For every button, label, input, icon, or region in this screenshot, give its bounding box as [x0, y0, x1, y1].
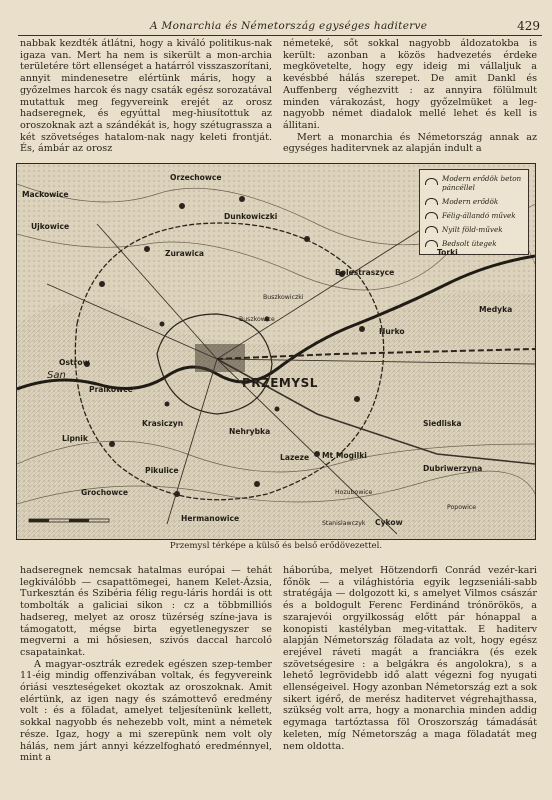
paragraph: A magyar-osztrák ezredek egészen szep-tember 11-éig mindig offenzivában voltak, és fegyvereink óriási veszteségeket okoztak az oroszoknak. Amit elértünk, az igen nagy és számottevő eredmény volt : és a föladat, amelyet teljesítenünk kellett, sokkal nagyobb és nehezebb volt, mint a németek része. Igaz, hogy a mi szerepünk nem volt oly hálás, nem járt annyi kézzelfogható eredménnyel, mint a [20, 658, 272, 764]
column-bottom-left [20, 565, 272, 764]
map-label: Zurawica [165, 249, 205, 258]
legend-concrete-fort-icon [425, 178, 438, 185]
legend-field-works-icon [425, 226, 438, 233]
map-label: Siedliska [423, 419, 462, 428]
legend-item: Modern erődök beton páncéllel [442, 174, 522, 192]
map-label: Lazeze [280, 453, 310, 462]
map-label: Medyka [479, 305, 513, 314]
page-number: 429 [517, 19, 540, 33]
map-label: Pikulice [145, 466, 179, 475]
map-label: Bolestraszyce [335, 268, 395, 277]
map-label: Torki [437, 248, 458, 257]
map-label: Hermanowice [181, 514, 240, 523]
legend-modern-fort-icon [425, 198, 438, 205]
header-rule [18, 35, 542, 36]
paragraph: nabbak kezdték átlátni, hogy a kiváló politikus-nak igaza van. Mert ha nem is sikerült a mon-archia területére tört ellenséget a határról visszaszorítani, annyit mindenesetre elértünk máris, hogy a győzelmes harcok és nagy csaták egész sorozatával mutattuk meg fegyvereink erejét az orosz hadseregnek, és egyúttal meg-hiusítottuk az oroszoknak azt a szándékát is, hogy szétugrassza a két szövetséges hatalom-nak nagy keleti frontját. És, ámbár az orosz [20, 38, 272, 155]
column-top-right [283, 38, 537, 155]
map-label: Dunkowiczki [224, 212, 278, 221]
map-caption: Przemysl térképe a külső és belső erődövezettel. [169, 541, 383, 551]
map-legend [419, 169, 529, 255]
map-label: Orzechowce [170, 173, 222, 182]
map-label: Dubriwerzyna [423, 464, 483, 473]
paragraph: háborúba, melyet Hötzendorfi Conrád vezér-kari főnök — a világhistória egyik legzseniáli-sabb stratégája — dolgozott ki, s amelyet Vilmos császár és a boldogult Ferenc Ferdinánd trónörökös, a szarajevói orgyilkosság előtt pár hónappal a konopisti kastélyban meg-vitattak. E haditerv alapján Németország föladata az volt, hogy egész erejével ráveti magát a franciákra (és ezek szövetségesire : a belgákra és angolokra), s a lehető legrövidebb idő alatt végezni fog nyugati ellenségeivel. Hogy azonban Németország ezt a sok sikert igérő, de merész haditervet végrehajthassa, szükség volt arra, hogy a monarchia minden addig egymaga tartóztassa föl Oroszország támadását keleten, míg Németország a maga föladatát meg nem oldotta. [283, 565, 537, 752]
map-label: Hurko [379, 327, 405, 336]
legend-item: Nyilt föld-művek [442, 225, 503, 234]
map-label: Hozubowice [335, 489, 373, 496]
map-label: San [47, 370, 66, 381]
map-label: Krasiczyn [142, 419, 184, 428]
paragraph: németeké, sőt sokkal nagyobb áldozatokba is került: azonban a közös hadvezetés érdeke megkövetelte, hogy egy ideig mi vállaljuk a kevésbbé hálás szerepet. De amit Dankl és Auffenberg véghezvitt : az annyira fölülmult minden várakozást, hogy győzelmüket a leg-nagyobb német diadalok mellé lehet és kell is állitani. [283, 38, 537, 131]
map-label: Stanislawczyk [322, 520, 366, 527]
legend-item: Modern erődök [442, 197, 499, 206]
running-title: A Monarchia és Németország egységes haditerve [150, 20, 428, 32]
legend-item: Félig-állandó művek [442, 211, 516, 220]
paragraph: Mert a monarchia és Németország annak az egységes haditervnek az alapján indult a [283, 131, 537, 155]
map-label: Ostrow [59, 358, 90, 367]
map-label: Lipnik [62, 434, 88, 443]
running-header [0, 18, 552, 36]
fortress-map [16, 163, 536, 540]
map-label: Pralkowce [89, 385, 133, 394]
map-label: Cykow [375, 518, 403, 527]
legend-battery-icon [425, 240, 438, 247]
map-label: Nehrybka [229, 427, 271, 436]
map-label: Mt Mogilki [322, 451, 367, 460]
map-label: Grochowce [81, 488, 128, 497]
column-bottom-right [283, 565, 537, 752]
map-label: Mackowice [22, 190, 69, 199]
map-label: Popowice [447, 504, 476, 511]
map-label-przemysl: PRZEMYSL [242, 376, 318, 390]
paragraph: hadseregnek nemcsak hatalmas európai — tehát legkiválóbb — csapattömegei, hanem Kelet-Ázsia, Turkesztán és Szibéria félig regu-láris hordái is ott tombolták a galiciai sikon : cz a többmilliós hadsereg, melyet az orosz tüzérség színe-java is támogatott, mégse birta egyetlenegyszer se megverni a mi hősiesen, szivós daccal harcoló csapatainkat. [20, 565, 272, 658]
legend-item: Bedsolt ütegek [442, 239, 497, 248]
map-label: Buszkowice [239, 316, 275, 323]
map-label: Buszkowiczki [263, 294, 304, 301]
column-top-left [20, 38, 272, 155]
legend-semi-permanent-icon [425, 212, 438, 219]
map-label: Ujkowice [31, 222, 70, 231]
